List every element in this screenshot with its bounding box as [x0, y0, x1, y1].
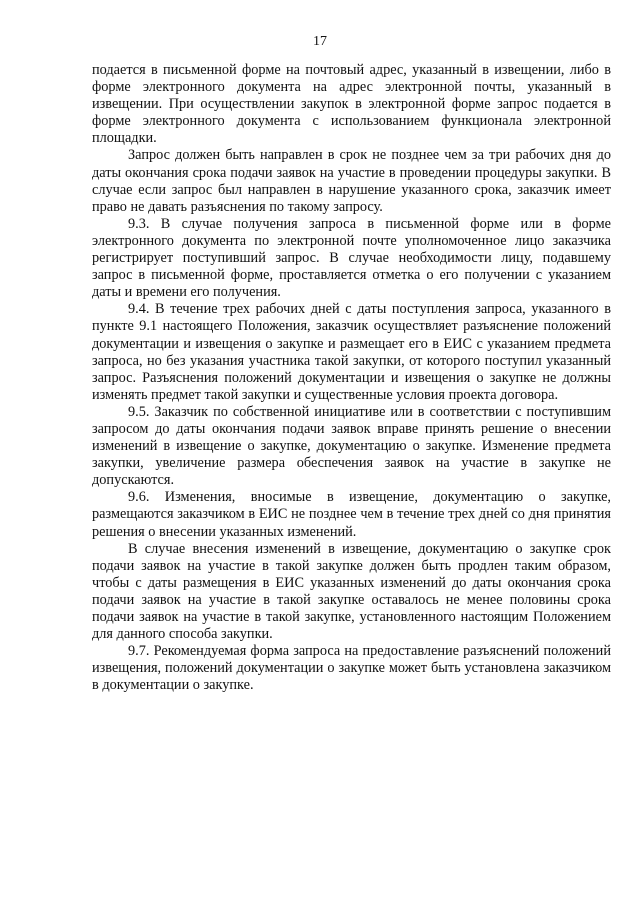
- paragraph-9-3: 9.3. В случае получения запроса в письменной форме или в форме электронного документа по электронной почте уполномоченное лицо заказчика регистрирует поступивший запрос. В случае необходимости лицу, подавшему запрос в письменной форме, проставляется отметка о его получении с указанием даты и времени его получения.: [92, 215, 611, 301]
- page-number: 17: [313, 34, 327, 49]
- paragraph-9-7: 9.7. Рекомендуемая форма запроса на предоставление разъяснений положений извещения, положений документации о закупке может быть установлена заказчиком в документации о закупке.: [92, 643, 611, 694]
- paragraph-9-5: 9.5. Заказчик по собственной инициативе или в соответствии с поступившим запросом до даты окончания подачи заявок вправе принять решение о внесении изменений в извещение о закупке, документацию о закупке. Изменение предмета закупки, увеличение размера обеспечения заявок на участие в закупке не допускаются.: [92, 403, 611, 489]
- paragraph-9-6: 9.6. Изменения, вносимые в извещение, документацию о закупке, размещаются заказчиком в ЕИС не позднее чем в течение трех дней со дня принятия решения о внесении указанных изменений.: [92, 489, 611, 540]
- document-body: [92, 62, 611, 694]
- paragraph-deadline-extension: В случае внесения изменений в извещение, документацию о закупке срок подачи заявок на участие в такой закупке должен быть продлен таким образом, чтобы с даты размещения в ЕИС указанных изменений до даты окончания срока подачи заявок на участие в такой закупке оставалось не менее половины срока подачи заявок на участие в такой закупке, установленного настоящим Положением для данного способа закупки.: [92, 540, 611, 643]
- paragraph-9-4: 9.4. В течение трех рабочих дней с даты поступления запроса, указанного в пункте 9.1 настоящего Положения, заказчик осуществляет разъяснение положений документации и извещения о закупке и размещает его в ЕИС с указанием предмета запроса, но без указания участника такой закупки, от которого поступил указанный запрос. Разъяснения положений документации и извещения о закупке не должны изменять предмет такой закупки и существенные условия проекта договора.: [92, 301, 611, 403]
- paragraph-continuation: подается в письменной форме на почтовый адрес, указанный в извещении, либо в форме электронного документа на адрес электронной почты, указанный в извещении. При осуществлении закупок в электронной форме запрос подается в форме электронного документа с использованием функционала электронной площадки.: [92, 62, 611, 147]
- paragraph-request-deadline: Запрос должен быть направлен в срок не позднее чем за три рабочих дня до даты окончания срока подачи заявок на участие в проведении процедуры закупки. В случае если запрос был направлен в нарушение указанного срока, заказчик имеет право не давать разъяснения по такому запросу.: [92, 147, 611, 215]
